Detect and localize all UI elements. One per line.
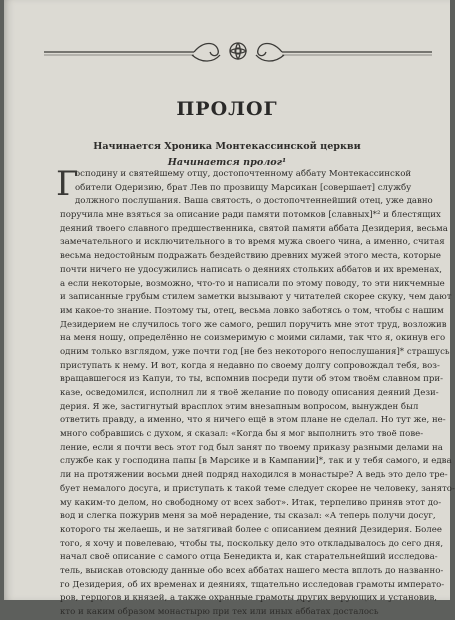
text-line: Дезидерием не случилось того же самого, решил поручить мне этот труд, возложив bbox=[60, 319, 447, 330]
text-line: го Дезидерия, об их временах и деяниях, тщательно исследовав грамоты императо- bbox=[60, 579, 445, 590]
text-line: казе, осведомился, исполнил ли я твоё желание по поводу описания деяний Дези- bbox=[60, 388, 439, 398]
text-line: ров, герцогов и князей, а также охранные грамоты других верующих и установив, bbox=[60, 593, 438, 604]
text-line: приступать к нему. И вот, когда я недавно по своему долгу сопровождал тебя, воз- bbox=[60, 360, 440, 371]
text-line: му каким-то делом, но свободному от всех забот». Итак, терпеливо приняв этот до- bbox=[60, 497, 442, 508]
text-line: того, я хочу и повелеваю, чтобы ты, поскольку дело это откладывалось до сего дня, bbox=[60, 538, 444, 549]
text-line: ли на протяжении восьми дней подряд находился в монастыре? А ведь это дело тре- bbox=[60, 470, 448, 481]
text-line: которого ты желаешь, и не затягивай более с описанием деяний Дезидерия. Более bbox=[60, 524, 442, 535]
body-text bbox=[56, 164, 455, 620]
text-line: много собравшись с духом, я сказал: «Когда бы я мог выполнить это твоё пове- bbox=[60, 429, 424, 440]
text-line: поручила мне взяться за описание ради памяти потомков [славных]*² и блестящих bbox=[60, 210, 441, 221]
text-line: ление, если я почти весь этот год был занят по твоему приказу разными делами на bbox=[60, 442, 443, 453]
text-line: кто и каким образом монастырю при тех или иных аббатах досталось bbox=[60, 607, 379, 617]
text-line: замечательного и исключительного в то время мужа своего чина, а именно, считая bbox=[60, 237, 445, 248]
text-line: одним только взглядом, уже почти год [не без некоторого непослушания]* страшусь bbox=[60, 346, 450, 357]
text-line: начал своё описание с самого отца Бенедикта и, как старательнейший исследова- bbox=[60, 552, 438, 563]
text-line: весьма недостойным подражать бездействию древних мужей этого места, которые bbox=[60, 251, 442, 262]
text-line: и записанные грубым стилем заметки вызывают у читателей скорее скуку, чем дают bbox=[60, 292, 452, 303]
text-line: дерия. Я же, застигнутый врасплох этим внезапным вопросом, вынужден был bbox=[60, 401, 419, 412]
text-line: ответить правду, а именно, что я ничего ещё в этом плане не сделал. Но тут же, не- bbox=[60, 415, 446, 426]
text-line: на меня ношу, определённо не соизмеримую с моими силами, так что я, окинув его bbox=[60, 333, 446, 344]
chapter-title: ПРОЛОГ bbox=[176, 98, 278, 120]
text-line: вращавшегося из Капуи, то ты, вспомнив посреди пути об этом твоём славном при- bbox=[60, 374, 443, 385]
text-line: обители Одеризию, брат Лев по прозвищу Марсикан [совершает] службу bbox=[75, 182, 412, 193]
ornamental-header-border bbox=[42, 38, 434, 64]
text-line: почти ничего не удосужились написать о деяниях стольких аббатов и их временах, bbox=[60, 264, 443, 275]
book-page bbox=[4, 0, 455, 617]
text-line: а если некоторые, возможно, что-то и написали по этому поводу, то эти никчемные bbox=[60, 278, 445, 289]
text-line: бует немалого досуга, и приступать к такой теме следует скорее не человеку, занято- bbox=[60, 483, 455, 494]
text-line: вод и слегка пожурив меня за моё нерадение, ты сказал: «А теперь получи досуг, bbox=[60, 511, 436, 522]
text-line: осподину и святейшему отцу, достопочтенному аббату Монтекассинской bbox=[75, 169, 412, 179]
text-line: деяний твоего славного предшественника, святой памяти аббата Дезидерия, весьма bbox=[60, 223, 448, 234]
text-line: службе как у господина папы [в Марсике и в Кампании]*, так и у тебя самого, и едва bbox=[60, 456, 452, 467]
text-line: должного послушания. Ваша святость, о достопочтеннейший отец, уже давно bbox=[75, 196, 433, 207]
chronicle-subtitle: Начинается Хроника Монтекассинской церкви bbox=[93, 141, 361, 152]
prologue-subtitle: Начинается пролог¹ bbox=[167, 157, 287, 168]
text-line: им какое-то знание. Поэтому ты, отец, весьма ловко заботясь о том, чтобы с нашим bbox=[60, 305, 444, 316]
text-line: тель, выискав отовсюду данные обо всех аббатах нашего места вплоть до названно- bbox=[60, 565, 444, 576]
drop-cap-letter: Г bbox=[56, 164, 79, 204]
